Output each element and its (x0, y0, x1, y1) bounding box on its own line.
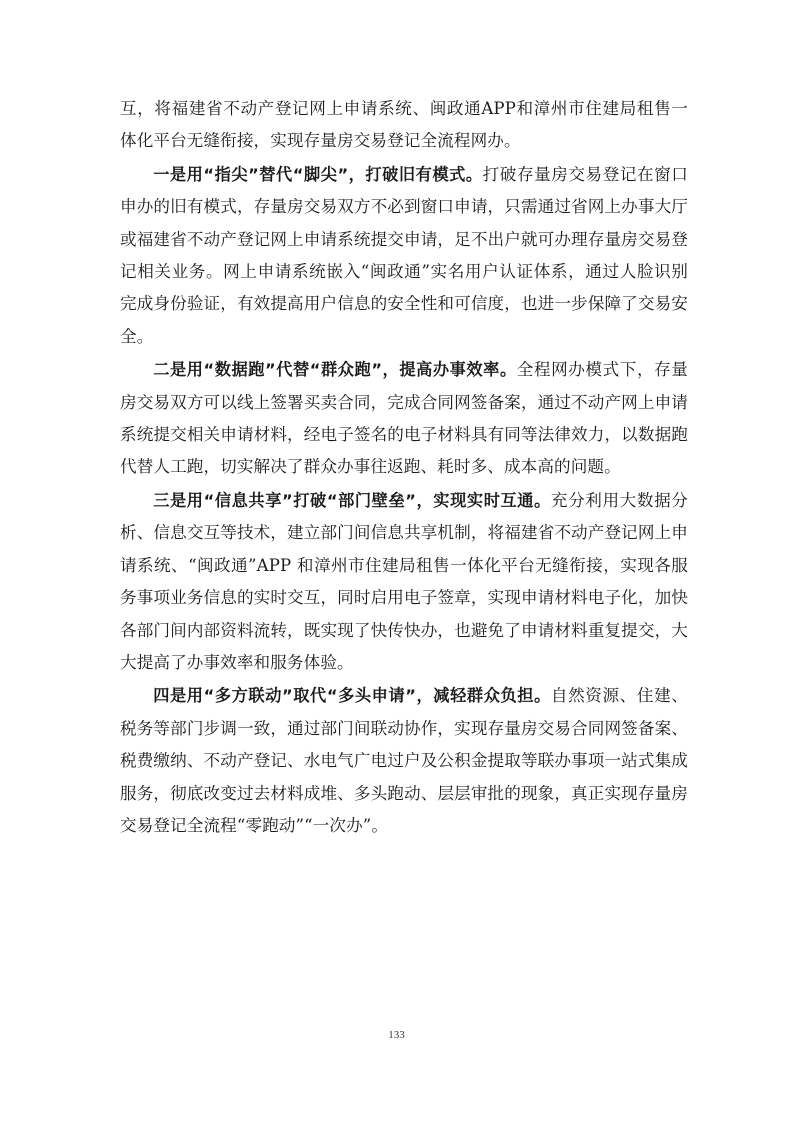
paragraph-point-one (120, 159, 688, 353)
paragraph-point-three (120, 485, 688, 679)
paragraph-text: 打破存量房交易登记在窗口申办的旧有模式，存量房交易双方不必到窗口申请，只需通过省网上办事大厅或福建省不动产登记网上申请系统提交申请，足不出户就可办理存量房交易登记相关业务。网上申请系统嵌入“闽政通”实名用户认证体系，通过人脸识别完成身份验证，有效提高用户信息的安全性和可信度，也进一步保障了交易安全。 (120, 164, 688, 346)
paragraph-text: 自然资源、住建、税务等部门步调一致，通过部门间联动协作，实现存量房交易合同网签备案、税费缴纳、不动产登记、水电气广电过户及公积金提取等联办事项一站式集成服务，彻底改变过去材料成堆、多头跑动、层层审批的现象，真正实现存量房交易登记全流程“零跑动”“一次办”。 (120, 686, 688, 835)
paragraph-point-four (120, 680, 688, 842)
paragraph-text: 互，将福建省不动产登记网上申请系统、闽政通APP和漳州市住建局租售一体化平台无缝衔接，实现存量房交易登记全流程网办。 (120, 99, 688, 151)
paragraph-lead: 三是用“信息共享”打破“部门壁垒”，实现实时互通。 (153, 490, 551, 510)
paragraph-lead: 一是用“指尖”替代“脚尖”，打破旧有模式。 (153, 164, 483, 184)
document-body (120, 93, 688, 843)
paragraph-continuation (120, 93, 688, 158)
paragraph-lead: 四是用“多方联动”取代“多头申请”，减轻群众负担。 (153, 686, 551, 706)
paragraph-text: 全程网办模式下，存量房交易双方可以线上签署买卖合同，完成合同网签备案，通过不动产网上申请系统提交相关申请材料，经电子签名的电子材料具有同等法律效力，以数据跑代替人工跑，切实解决了群众办事往返跑、耗时多、成本高的问题。 (120, 360, 689, 477)
paragraph-lead: 二是用“数据跑”代替“群众跑”，提高办事效率。 (153, 360, 517, 380)
paragraph-text: 充分利用大数据分析、信息交互等技术，建立部门间信息共享机制，将福建省不动产登记网上申请系统、“闽政通”APP 和漳州市住建局租售一体化平台无缝衔接，实现各服务事项业务信息的实时交互，同时启用电子签章，实现申请材料电子化，加快各部门间内部资料流转，既实现了快传快办，也避免了申请材料重复提交，大大提高了办事效率和服务体验。 (120, 490, 688, 672)
paragraph-point-two (120, 354, 688, 484)
page-number: 133 (388, 1029, 405, 1041)
